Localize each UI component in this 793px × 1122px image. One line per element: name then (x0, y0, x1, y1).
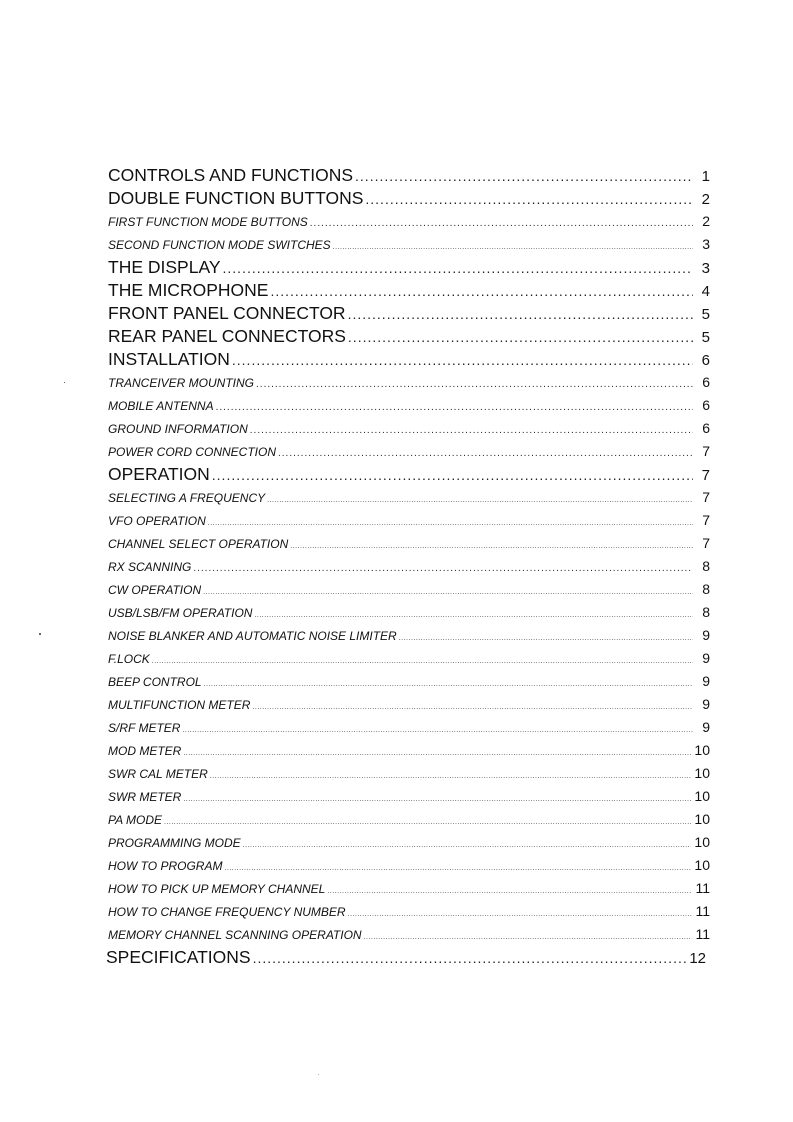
toc-entry (108, 693, 710, 716)
toc-page-number: 10 (694, 857, 710, 873)
toc-entry-title: SELECTING A FREQUENCY (108, 491, 266, 505)
toc-dot-leader (355, 165, 693, 188)
toc-entry (108, 256, 710, 279)
toc-entry (108, 716, 710, 739)
toc-dot-leader (399, 627, 693, 650)
toc-entry-title: HOW TO PICK UP MEMORY CHANNEL (108, 882, 326, 896)
toc-dot-leader (327, 880, 692, 903)
toc-dot-leader (183, 788, 691, 811)
toc-entry-title: F.LOCK (108, 652, 150, 666)
toc-entry-title: SPECIFICATIONS (106, 947, 251, 967)
toc-entry (108, 739, 710, 762)
toc-entry-title: FIRST FUNCTION MODE BUTTONS (108, 215, 308, 229)
toc-entry (108, 187, 710, 210)
toc-dot-leader (243, 834, 692, 857)
toc-entry-title: INSTALLATION (108, 349, 230, 369)
toc-page-number: 7 (702, 512, 710, 528)
toc-entry (108, 463, 710, 486)
toc-entry (106, 946, 706, 969)
toc-entry-title: SWR METER (108, 790, 182, 804)
toc-entry-title: POWER CORD CONNECTION (108, 445, 276, 459)
toc-dot-leader (290, 535, 693, 558)
toc-entry (108, 394, 710, 417)
toc-entry-title: BEEP CONTROL (108, 675, 202, 689)
toc-dot-leader (193, 557, 693, 580)
toc-page-number: 11 (695, 903, 710, 919)
toc-dot-leader (310, 212, 693, 235)
toc-entry-title: SWR CAL METER (108, 767, 208, 781)
toc-entry (108, 578, 710, 601)
toc-entry-title: MOD METER (108, 744, 182, 758)
toc-entry-title: OPERATION (108, 464, 210, 484)
toc-page-number: 5 (701, 306, 710, 323)
toc-page-number: 2 (702, 213, 710, 229)
toc-entry-title: MEMORY CHANNEL SCANNING OPERATION (108, 928, 362, 942)
toc-dot-leader (270, 280, 693, 303)
toc-page-number: 11 (695, 880, 710, 896)
toc-page-number: 8 (702, 558, 710, 574)
scan-speck (39, 633, 41, 635)
toc-entry (108, 279, 710, 302)
toc-page-number: 6 (702, 397, 710, 413)
toc-dot-leader (250, 419, 693, 442)
toc-page-number: 5 (701, 329, 710, 346)
toc-page-number: 7 (701, 467, 710, 484)
toc-dot-leader (203, 581, 693, 604)
toc-entry-title: DOUBLE FUNCTION BUTTONS (108, 188, 364, 208)
toc-page-number: 10 (694, 834, 710, 850)
toc-entry (108, 555, 710, 578)
toc-page-number: 7 (702, 535, 710, 551)
toc-dot-leader (224, 857, 691, 880)
toc-entry (108, 348, 710, 371)
toc-entry (108, 509, 710, 532)
toc-dot-leader (348, 303, 693, 326)
toc-dot-leader (216, 396, 693, 419)
toc-entry-title: FRONT PANEL CONNECTOR (108, 303, 346, 323)
toc-entry-title: PROGRAMMING MODE (108, 836, 241, 850)
toc-entry (108, 670, 710, 693)
toc-entry (108, 854, 710, 877)
toc-page-number: 12 (689, 950, 706, 967)
toc-page-number: 10 (694, 788, 710, 804)
toc-entry-title: MULTIFUNCTION METER (108, 698, 251, 712)
toc-entry-title: VFO OPERATION (108, 514, 206, 528)
toc-entry (108, 831, 710, 854)
toc-entry (108, 371, 710, 394)
toc-entry-title: REAR PANEL CONNECTORS (108, 326, 346, 346)
scan-speck (318, 1074, 319, 1075)
toc-dot-leader (254, 604, 693, 627)
toc-entry (108, 808, 710, 831)
toc-entry-title: NOISE BLANKER AND AUTOMATIC NOISE LIMITER (108, 629, 397, 643)
toc-dot-leader (223, 257, 694, 280)
toc-page-number: 4 (701, 283, 710, 300)
toc-page-number: 10 (694, 742, 710, 758)
toc-dot-leader (333, 236, 693, 259)
toc-page-number: 6 (702, 374, 710, 390)
toc-entry-title: CHANNEL SELECT OPERATION (108, 537, 289, 551)
toc-entry-title: S/RF METER (108, 721, 181, 735)
toc-entry (108, 440, 710, 463)
toc-page-number: 9 (702, 696, 710, 712)
toc-page-number: 8 (702, 581, 710, 597)
toc-page-number: 7 (702, 443, 710, 459)
toc-entry-title: TRANCEIVER MOUNTING (108, 376, 255, 390)
toc-entry (108, 164, 710, 187)
scan-speck (64, 382, 65, 383)
toc-entry (108, 762, 710, 785)
toc-page-number: 9 (702, 673, 710, 689)
toc-entry (108, 647, 710, 670)
toc-entry-title: USB/LSB/FM OPERATION (108, 606, 253, 620)
toc-page-number: 3 (702, 236, 710, 252)
toc-page-number: 1 (701, 168, 710, 185)
toc-entry-title: HOW TO CHANGE FREQUENCY NUMBER (108, 905, 346, 919)
toc-entry (108, 417, 710, 440)
toc-dot-leader (253, 947, 687, 970)
toc-dot-leader (267, 489, 693, 512)
toc-entry (108, 486, 710, 509)
toc-page-number: 11 (695, 926, 710, 942)
toc-dot-leader (212, 464, 693, 487)
toc-dot-leader (252, 696, 693, 719)
toc-page-number: 3 (701, 260, 710, 277)
toc-entry (108, 233, 710, 256)
toc-entry (108, 210, 710, 233)
toc-dot-leader (183, 742, 691, 765)
toc-dot-leader (164, 811, 691, 834)
toc-entry (108, 624, 710, 647)
toc-page-number: 9 (702, 650, 710, 666)
toc-entry-title: THE MICROPHONE (108, 280, 269, 300)
toc-entry (108, 601, 710, 624)
toc-dot-leader (210, 765, 692, 788)
toc-page-number: 9 (702, 627, 710, 643)
toc-dot-leader (256, 373, 693, 396)
toc-page-number: 9 (702, 719, 710, 735)
toc-entry (108, 923, 710, 946)
toc-entry-title: SECOND FUNCTION MODE SWITCHES (108, 238, 331, 252)
toc-entry-title: CW OPERATION (108, 583, 202, 597)
toc-entry-title: PA MODE (108, 813, 163, 827)
toc-dot-leader (208, 512, 693, 535)
toc-page-number: 2 (701, 191, 710, 208)
toc-entry (108, 877, 710, 900)
toc-dot-leader (348, 903, 693, 926)
toc-page-number: 7 (702, 489, 710, 505)
toc-entry-title: HOW TO PROGRAM (108, 859, 223, 873)
toc-entry-title: RX SCANNING (108, 560, 192, 574)
toc-entry (108, 900, 710, 923)
toc-entry (108, 325, 710, 348)
toc-dot-leader (364, 926, 693, 949)
toc-page-number: 10 (694, 765, 710, 781)
toc-page-number: 10 (694, 811, 710, 827)
toc-entry-title: CONTROLS AND FUNCTIONS (108, 165, 354, 185)
toc-entry-title: THE DISPLAY (108, 257, 221, 277)
toc-page-number: 6 (701, 352, 710, 369)
toc-entry (108, 532, 710, 555)
toc-dot-leader (204, 673, 693, 696)
toc-entry (108, 785, 710, 808)
toc-dot-leader (232, 349, 693, 372)
toc-dot-leader (278, 442, 693, 465)
toc-dot-leader (365, 188, 693, 211)
toc-dot-leader (182, 719, 693, 742)
toc-page-number: 8 (702, 604, 710, 620)
toc-page-number: 6 (702, 420, 710, 436)
table-of-contents (108, 164, 710, 969)
toc-dot-leader (348, 326, 693, 349)
toc-entry-title: GROUND INFORMATION (108, 422, 248, 436)
toc-entry-title: MOBILE ANTENNA (108, 399, 214, 413)
toc-entry (108, 302, 710, 325)
toc-dot-leader (152, 650, 693, 673)
